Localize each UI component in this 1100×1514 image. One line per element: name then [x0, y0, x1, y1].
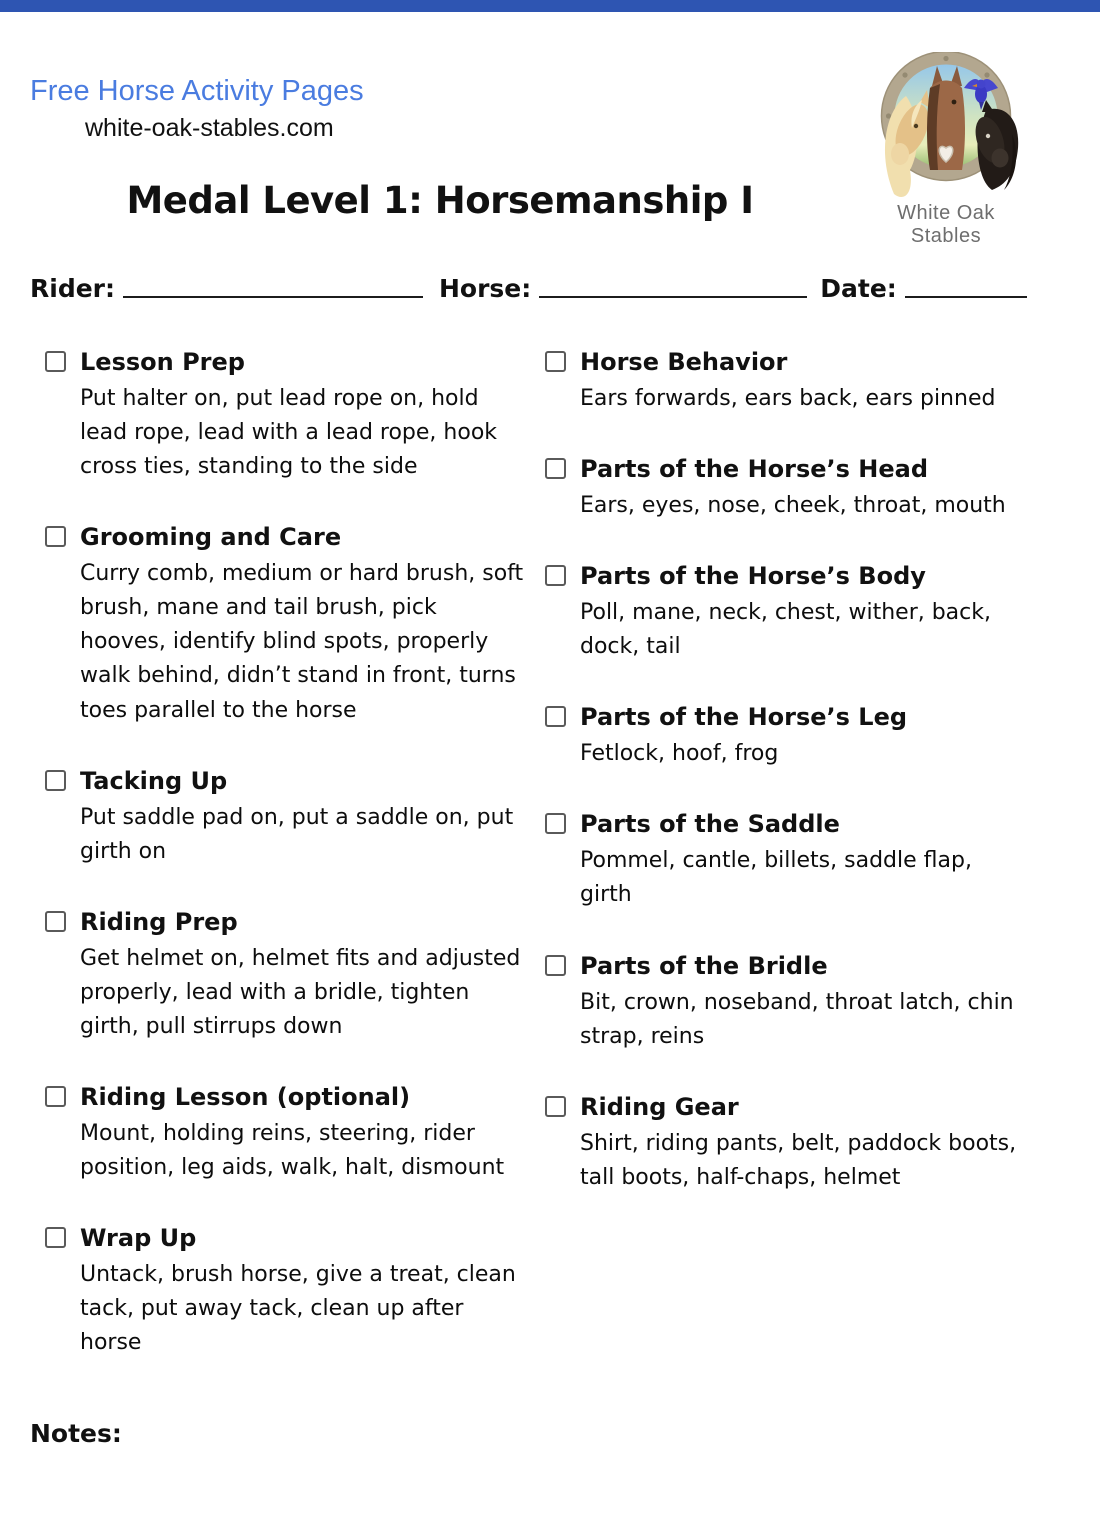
logo-caption: White Oak Stables [897, 202, 995, 247]
rider-label: Rider: [30, 273, 115, 303]
checklist-item-riding-lesson [45, 1082, 545, 1185]
item-title: Grooming and Care [80, 523, 342, 552]
checkbox[interactable] [45, 770, 66, 791]
checkbox[interactable] [545, 1096, 566, 1117]
item-description: Ears forwards, ears back, ears pinned [580, 385, 996, 411]
item-description: Mount, holding reins, steering, rider position, leg aids, walk, halt, dismount [80, 1121, 505, 1181]
checkbox[interactable] [545, 565, 566, 586]
item-description: Fetlock, hoof, frog [580, 741, 779, 767]
item-description: Curry comb, medium or hard brush, soft brush, mane and tail brush, pick hooves, identify blind spots, properly walk behind, didn’t stand in front, turns toes parallel to the horse [80, 561, 524, 723]
item-title: Riding Lesson (optional) [80, 1083, 411, 1112]
horse-input-line[interactable] [539, 294, 807, 298]
item-title: Horse Behavior [580, 347, 788, 376]
fields-row [30, 274, 1070, 303]
item-title: Parts of the Horse’s Leg [580, 703, 908, 732]
checklist-item-riding-gear [545, 1092, 1045, 1195]
item-description: Pommel, cantle, billets, saddle flap, girth [580, 848, 972, 908]
item-title: Parts of the Horse’s Body [580, 562, 926, 591]
checkbox[interactable] [545, 351, 566, 372]
item-title: Tacking Up [80, 766, 228, 795]
checklist-column-left [45, 347, 545, 1399]
item-title: Parts of the Bridle [580, 951, 828, 980]
top-accent-bar [0, 0, 1100, 12]
item-description: Get helmet on, helmet fits and adjusted properly, lead with a bridle, tighten girth, pull stirrups down [80, 945, 521, 1040]
checklist-item-parts-horses-head [545, 454, 1045, 523]
checklist-item-lesson-prep [45, 347, 545, 484]
checkbox[interactable] [545, 955, 566, 976]
rider-field [30, 274, 439, 303]
checklist-item-wrap-up [45, 1223, 545, 1360]
logo-image [860, 52, 1032, 202]
checkbox[interactable] [545, 706, 566, 727]
checklist-item-tacking-up [45, 766, 545, 869]
date-label: Date: [820, 273, 897, 303]
white-oak-stables-logo [860, 52, 1032, 248]
item-title: Parts of the Saddle [580, 810, 840, 839]
checklist-item-horse-behavior [545, 347, 1045, 416]
checklist-item-grooming-and-care [45, 522, 545, 727]
checkbox[interactable] [45, 911, 66, 932]
item-description: Untack, brush horse, give a treat, clean tack, put away tack, clean up after horse [80, 1262, 516, 1356]
checkbox[interactable] [545, 813, 566, 834]
site-url: white-oak-stables.com [85, 113, 334, 142]
site-title-link[interactable]: Free Horse Activity Pages [30, 75, 364, 107]
item-title: Riding Gear [580, 1092, 739, 1121]
page-title: Medal Level 1: Horsemanship I [126, 178, 754, 222]
item-title: Riding Prep [80, 907, 238, 936]
checkbox[interactable] [545, 458, 566, 479]
item-title: Wrap Up [80, 1224, 197, 1253]
item-title: Lesson Prep [80, 347, 245, 376]
date-field [820, 274, 1027, 303]
checkbox[interactable] [45, 351, 66, 372]
item-description: Shirt, riding pants, belt, paddock boots, tall boots, half-chaps, helmet [580, 1130, 1017, 1190]
checklist-item-parts-horses-leg [545, 702, 1045, 771]
item-description: Put saddle pad on, put a saddle on, put girth on [80, 804, 514, 864]
item-description: Bit, crown, noseband, throat latch, chin strap, reins [580, 989, 1014, 1049]
checkbox[interactable] [45, 526, 66, 547]
item-description: Put halter on, put lead rope on, hold lead rope, lead with a lead rope, hook cross ties, standing to the side [80, 385, 498, 480]
item-title: Parts of the Horse’s Head [580, 454, 929, 483]
item-description: Poll, mane, neck, chest, wither, back, dock, tail [580, 600, 991, 660]
checklist-item-riding-prep [45, 907, 545, 1044]
date-input-line[interactable] [905, 294, 1027, 298]
horse-field [439, 274, 820, 303]
rider-input-line[interactable] [123, 294, 423, 298]
checkbox[interactable] [45, 1086, 66, 1107]
checklist-column-right [545, 347, 1045, 1399]
notes-label: Notes: [30, 1418, 122, 1448]
item-description: Ears, eyes, nose, cheek, throat, mouth [580, 492, 1006, 518]
checklist [45, 347, 1100, 1399]
checklist-item-parts-of-bridle [545, 951, 1045, 1054]
horse-label: Horse: [439, 273, 532, 303]
checkbox[interactable] [45, 1227, 66, 1248]
checklist-item-parts-of-saddle [545, 809, 1045, 912]
checklist-item-parts-horses-body [545, 561, 1045, 664]
